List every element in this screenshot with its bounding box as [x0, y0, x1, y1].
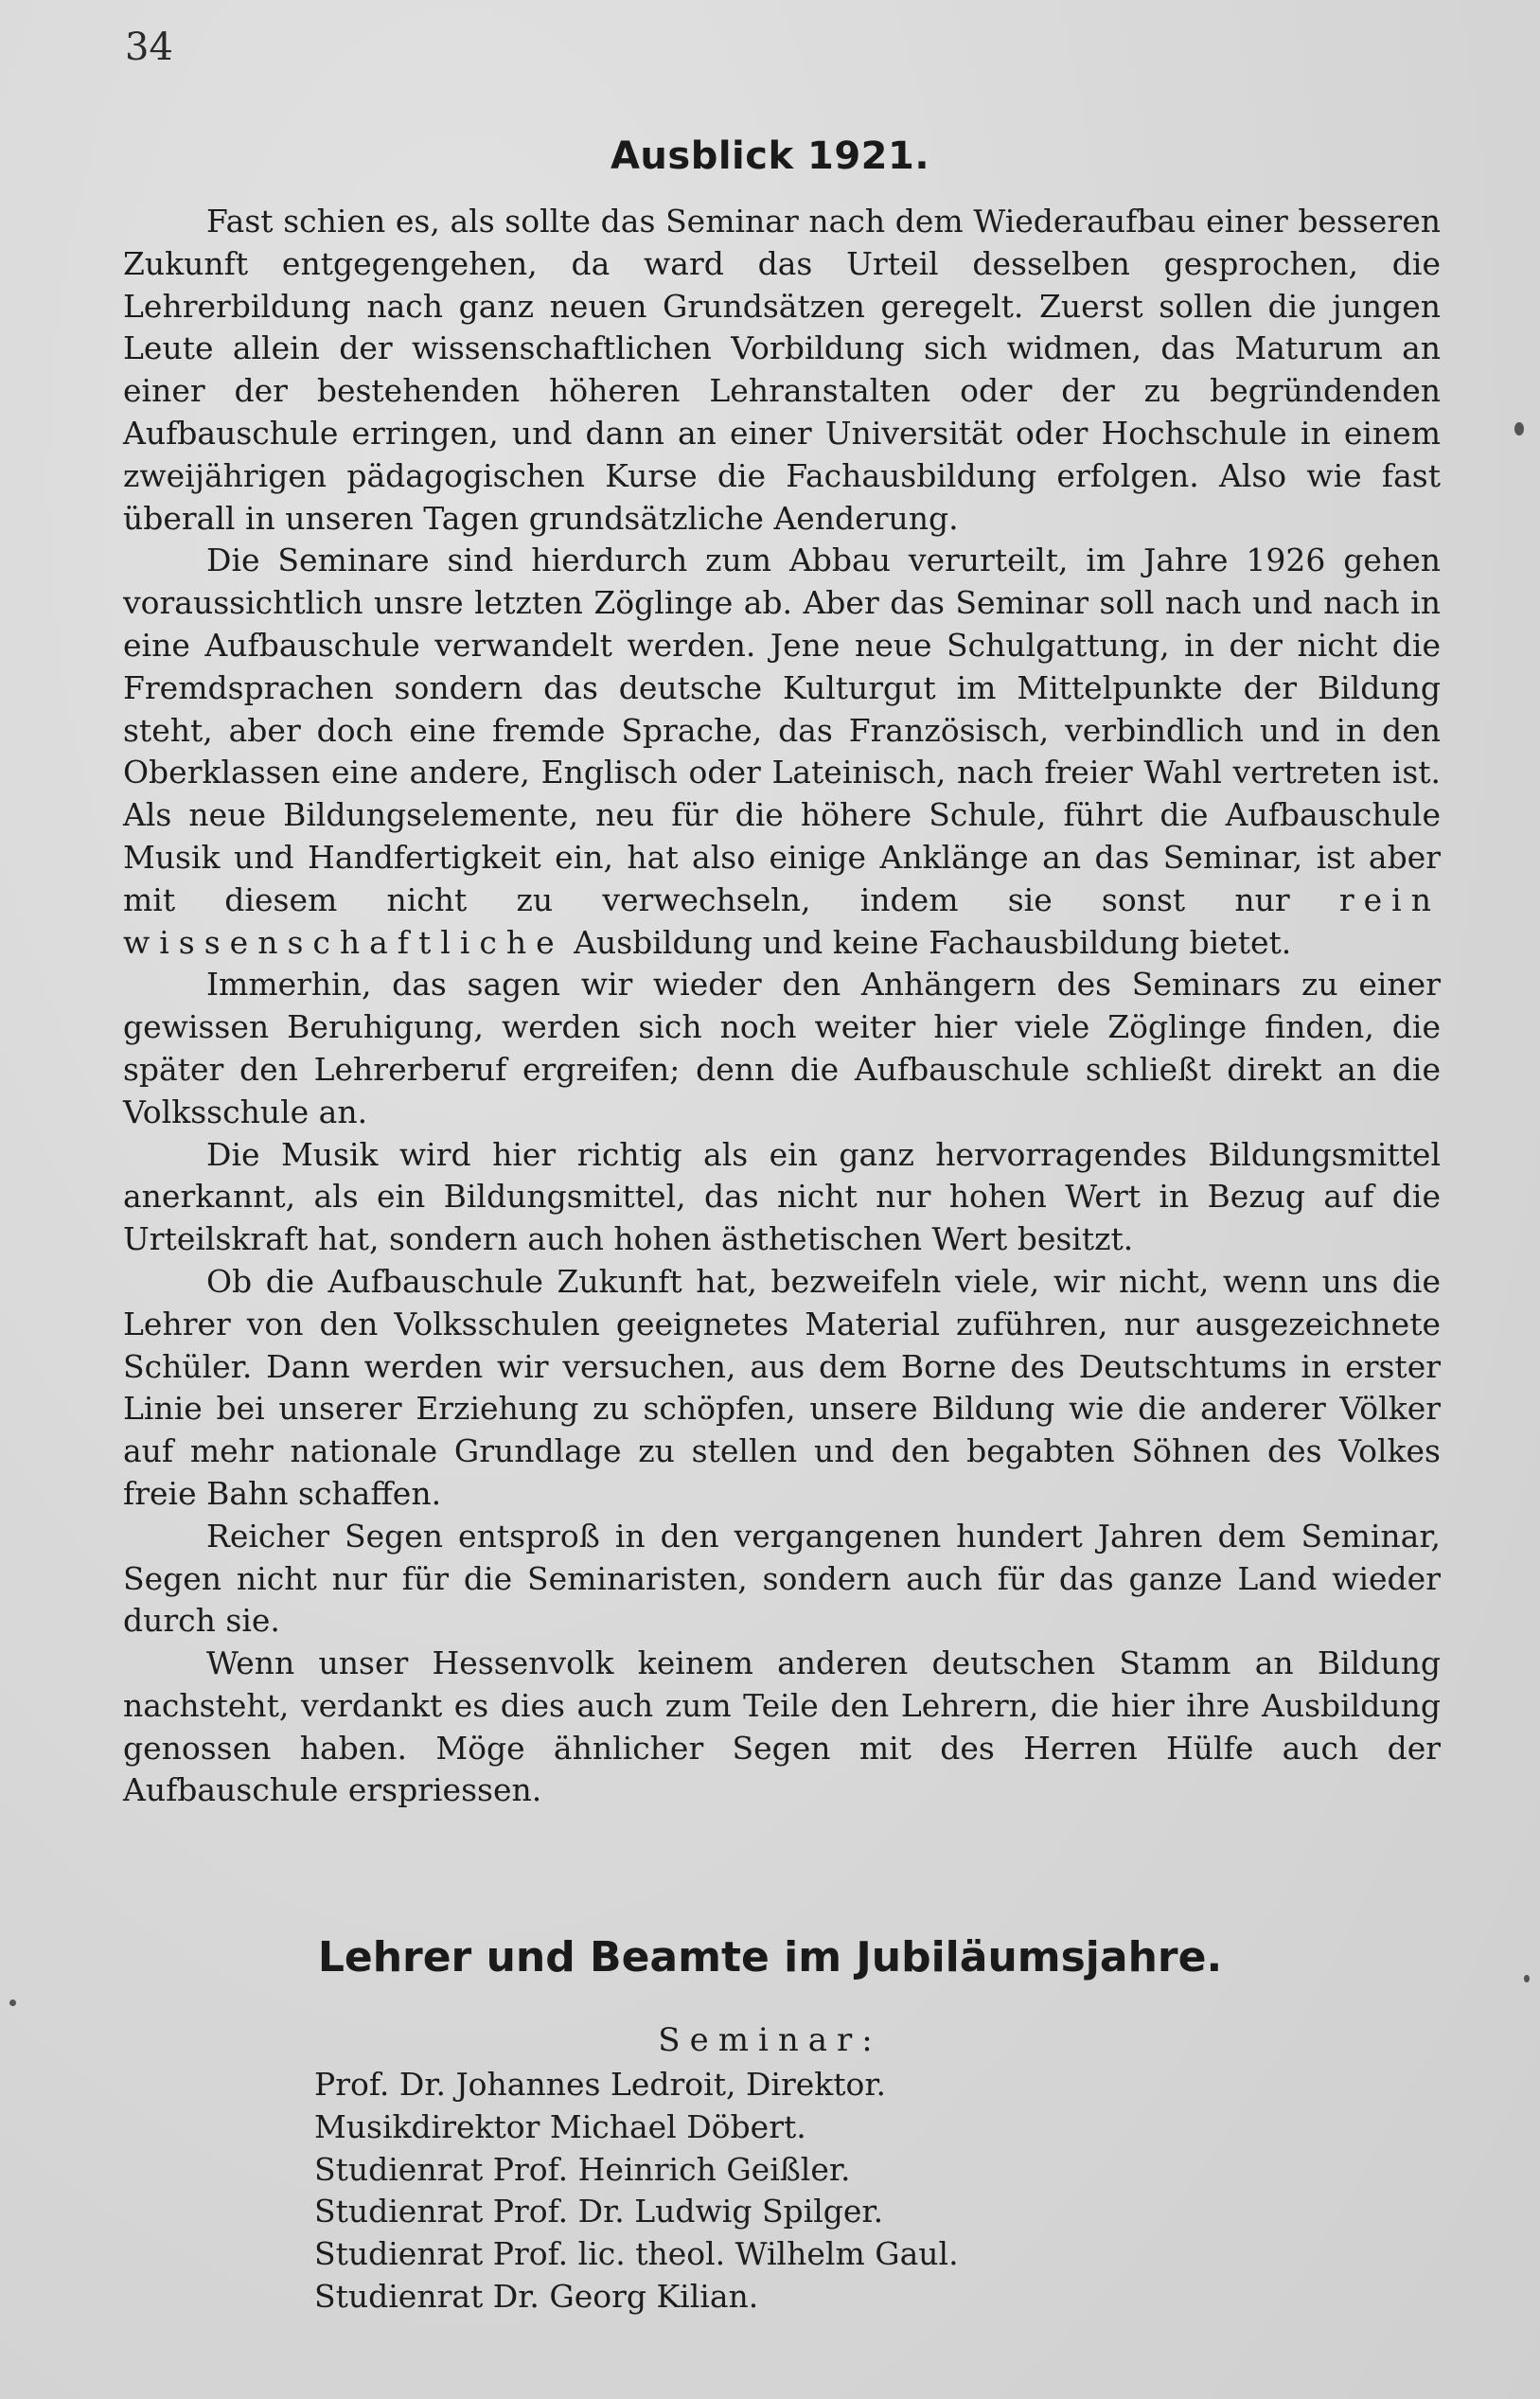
paragraph-text: Wenn unser Hessenvolk keinem anderen deutschen Stamm an Bildung nachsteht, verdankt es dies auch zum Teile den Lehrern, die hier ihre Ausbildung genossen haben. Möge ähnlicher Segen mit des Herren Hülfe auch der Aufbauschule erspriessen. — [123, 1644, 1441, 1809]
paragraph-text: Ob die Aufbauschule Zukunft hat, bezweifeln viele, wir nicht, wenn uns die Lehrer von den Volksschulen geeignetes Material zuführen, nur ausgezeichnete Schüler. Dann werden wir versuchen, aus dem Borne des Deutschtums in erster Linie bei unserer Erziehung zu schöpfen, unsere Bildung wie die anderer Völker auf mehr nationale Grundlage zu stellen und den begabten Söhnen des Volkes freie Bahn schaffen. — [123, 1262, 1441, 1512]
paragraph-2 — [123, 540, 1441, 964]
paragraph-6 — [123, 1516, 1441, 1643]
staff-entry: Studienrat Prof. Dr. Ludwig Spilger. — [314, 2193, 884, 2230]
staff-entry: Studienrat Prof. Heinrich Geißler. — [314, 2150, 851, 2188]
paragraph-text: Die Seminare sind hierdurch zum Abbau verurteilt, im Jahre 1926 gehen voraussichtlich unsre letzten Zöglinge ab. Aber das Seminar soll nach und nach in eine Aufbauschule verwandelt werden. Jene neue Schulgattung, in der nicht die Fremdsprachen sondern das deutsche Kulturgut im Mittelpunkte der Bildung steht, aber doch eine fremde Sprache, das Französisch, verbindlich und in den Oberklassen eine andere, Englisch oder Lateinisch, nach freier Wahl vertreten ist. Als neue Bildungselemente, neu für die höhere Schule, führt die Aufbauschule Musik und Handfertigkeit ein, hat also einige Anklänge an das Seminar, ist aber mit diesem nicht zu verwechseln, indem sie sonst nur — [123, 542, 1441, 918]
paragraph-text: Fast schien es, als sollte das Seminar nach dem Wiederaufbau einer besseren Zukunft entgegengehen, da ward das Urteil desselben gesprochen, die Lehrerbildung nach ganz neuen Grundsätzen geregelt. Zuerst sollen die jungen Leute allein der wissenschaftlichen Vorbildung sich widmen, das Maturum an einer der bestehenden höheren Lehranstalten oder der zu begründenden Aufbauschule erringen, und dann an einer Universität oder Hochschule in einem zweijährigen pädagogischen Kurse die Fachausbildung erfolgen. Also wie fast überall in unseren Tagen grundsätzliche Aenderung. — [123, 203, 1441, 537]
staff-entry: Studienrat Dr. Georg Kilian. — [314, 2277, 759, 2315]
section-title-lehrer: Lehrer und Beamte im Jubiläumsjahre. — [317, 1933, 1223, 1981]
paper-speck — [1524, 1975, 1530, 1982]
body-text — [123, 201, 1441, 1812]
staff-list — [314, 2064, 959, 2319]
paragraph-text: Reicher Segen entsproß in den vergangenen hundert Jahren dem Seminar, Segen nicht nur für die Seminaristen, sondern auch für das ganze Land wieder durch sie. — [123, 1517, 1441, 1640]
paragraph-text: Immerhin, das sagen wir wieder den Anhängern des Seminars zu einer gewissen Beruhigung, werden sich noch weiter hier viele Zöglinge finden, die später den Lehrerberuf ergreifen; denn die Aufbauschule schließt direkt an die Volksschule an. — [123, 966, 1441, 1130]
staff-entry: Prof. Dr. Johannes Ledroit, Direktor. — [314, 2066, 887, 2103]
staff-entry: Musikdirektor Michael Döbert. — [314, 2107, 806, 2145]
paragraph-text: Die Musik wird hier richtig als ein ganz hervorragendes Bildungsmittel anerkannt, als ein Bildungsmittel, das nicht nur hohen Wert in Bezug auf die Urteilskraft hat, sondern auch hohen ästhetischen Wert besitzt. — [123, 1135, 1441, 1258]
paragraph-5 — [123, 1261, 1441, 1516]
section-subtitle-seminar: Seminar: — [658, 2021, 882, 2059]
paragraph-4 — [123, 1134, 1441, 1261]
emphasized-text: rein wissenschaftliche — [123, 880, 1441, 961]
paper-speck — [1514, 422, 1524, 435]
staff-entry: Studienrat Prof. lic. theol. Wilhelm Gaul. — [314, 2235, 959, 2273]
paragraph-text: Ausbildung und keine Fachausbildung bietet. — [563, 923, 1292, 961]
paragraph-3 — [123, 964, 1441, 1133]
paragraph-7 — [123, 1643, 1441, 1812]
paper-speck — [9, 1999, 16, 2006]
page-number: 34 — [125, 26, 173, 69]
section-title-ausblick: Ausblick 1921. — [610, 134, 930, 178]
paragraph-1 — [123, 201, 1441, 540]
